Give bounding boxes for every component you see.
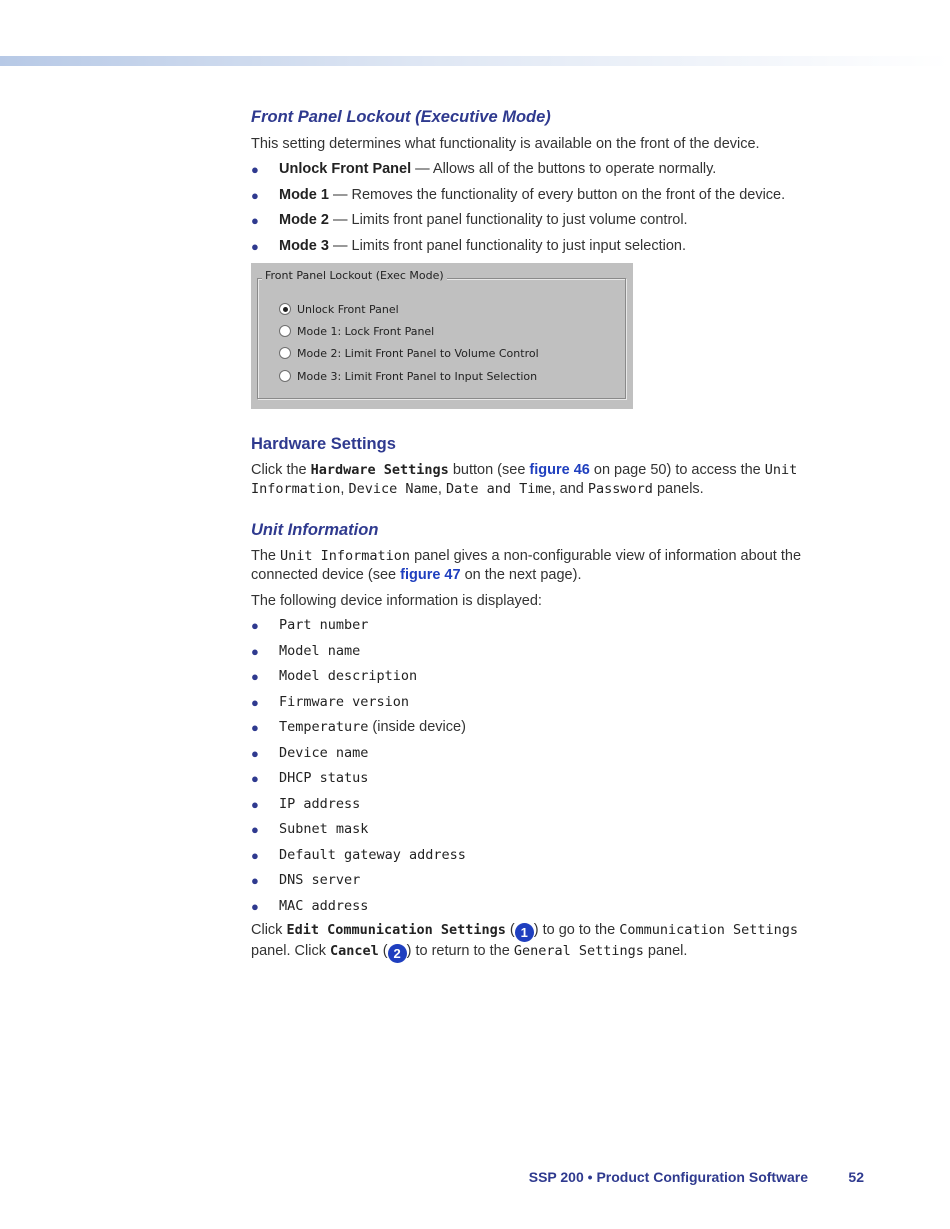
radio-mode-3[interactable]: Mode 3: Limit Front Panel to Input Selection	[279, 368, 537, 384]
edit-communication-paragraph: Click Edit Communication Settings ( 1 ) to go to the Communication Settings panel. Click Cancel ( 2 ) to return to the General Settings panel.	[251, 922, 799, 961]
list-item: ● Part number	[251, 613, 836, 639]
bullet-icon: ●	[251, 238, 259, 254]
heading-unit-information: Unit Information	[251, 521, 379, 539]
device-info-intro: The following device information is displayed:	[251, 593, 542, 609]
radio-unlock-front-panel[interactable]: Unlock Front Panel	[279, 301, 399, 317]
callout-1-icon: 1	[515, 923, 534, 942]
bullet-icon: ●	[251, 745, 259, 761]
heading-hardware-settings: Hardware Settings	[251, 435, 396, 453]
figure-47-link[interactable]: figure 47	[400, 567, 461, 583]
list-item: ● Subnet mask	[251, 817, 836, 843]
radio-icon[interactable]	[279, 325, 291, 337]
header-band	[0, 56, 950, 66]
front-panel-intro: This setting determines what functionality is available on the front of the device.	[251, 136, 760, 152]
list-item: ● IP address	[251, 792, 836, 818]
radio-mode-1[interactable]: Mode 1: Lock Front Panel	[279, 323, 434, 339]
exec-mode-group-title: Front Panel Lockout (Exec Mode)	[262, 269, 447, 282]
bullet-icon: ●	[251, 162, 259, 177]
bullet-icon: ●	[251, 669, 259, 684]
heading-front-panel-lockout: Front Panel Lockout (Executive Mode)	[251, 108, 551, 126]
page-content	[251, 107, 836, 963]
device-info-list	[251, 613, 836, 919]
list-item: ● Model description	[251, 664, 836, 690]
list-item: ● Unlock Front Panel — Allows all of the buttons to operate normally.	[251, 157, 836, 183]
bullet-icon: ●	[251, 796, 259, 812]
bullet-icon: ●	[251, 898, 259, 914]
front-panel-lockout-screenshot	[251, 263, 633, 409]
radio-selected-icon[interactable]	[279, 303, 291, 315]
bullet-icon: ●	[251, 720, 259, 735]
bullet-icon: ●	[251, 873, 259, 888]
hardware-settings-paragraph: Click the Hardware Settings button (see figure 46 on page 50) to access the Unit Information, Device Name, Date and Time, and Password panels.	[251, 462, 798, 497]
bullet-icon: ●	[251, 213, 259, 228]
list-item: ● Mode 2 — Limits front panel functionality to just volume control.	[251, 208, 836, 234]
list-item: ● Default gateway address	[251, 843, 836, 869]
figure-46-link[interactable]: figure 46	[529, 462, 590, 478]
list-item: ● Mode 1 — Removes the functionality of every button on the front of the device.	[251, 183, 836, 209]
bullet-icon: ●	[251, 618, 259, 633]
radio-icon[interactable]	[279, 347, 291, 359]
list-item: ● Mode 3 — Limits front panel functionality to just input selection.	[251, 234, 836, 260]
list-item: ● DNS server	[251, 868, 836, 894]
bullet-icon: ●	[251, 643, 259, 659]
page-number: 52	[848, 1169, 864, 1185]
bullet-icon: ●	[251, 847, 259, 863]
lockout-modes-list	[251, 157, 836, 259]
unit-information-paragraph: The Unit Information panel gives a non-configurable view of information about the connected device (see figure 47 on the next page).	[251, 548, 802, 583]
bullet-icon: ●	[251, 822, 259, 837]
list-item: ● Model name	[251, 639, 836, 665]
list-item: ● Device name	[251, 741, 836, 767]
list-item: ● Firmware version	[251, 690, 836, 716]
callout-2-icon: 2	[388, 944, 407, 963]
bullet-icon: ●	[251, 187, 259, 203]
list-item: ● Temperature (inside device)	[251, 715, 836, 741]
footer-title: SSP 200 • Product Configuration Software	[528, 1169, 808, 1185]
list-item: ● DHCP status	[251, 766, 836, 792]
radio-mode-2[interactable]: Mode 2: Limit Front Panel to Volume Control	[279, 345, 539, 361]
bullet-icon: ●	[251, 771, 259, 786]
list-item: ● MAC address	[251, 894, 836, 920]
bullet-icon: ●	[251, 694, 259, 710]
radio-icon[interactable]	[279, 370, 291, 382]
